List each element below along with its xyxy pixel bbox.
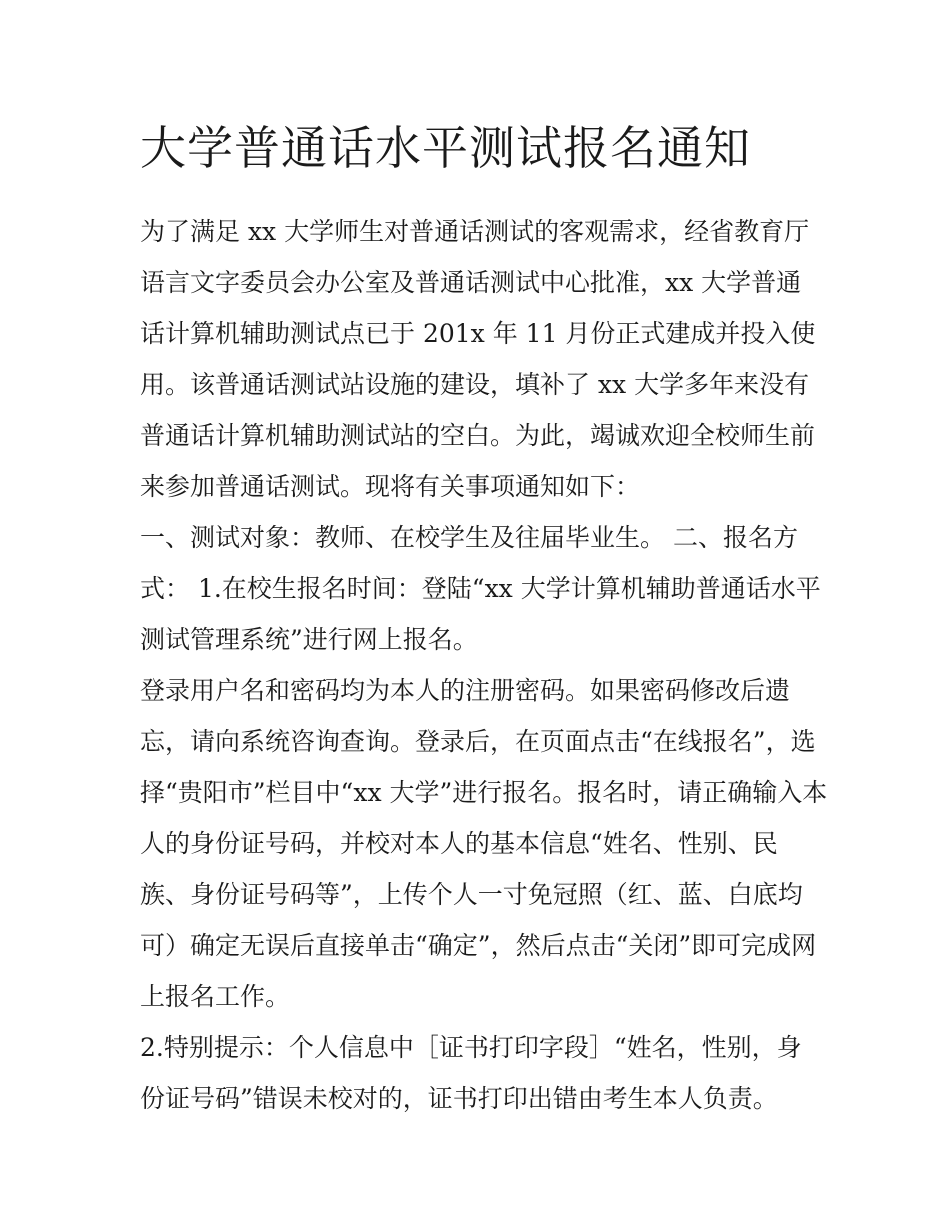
text-line: 为了满足 xx 大学师生对普通话测试的客观需求，经省教育厅 — [140, 217, 810, 246]
text-line: 登录用户名和密码均为本人的注册密码。如果密码修改后遗 — [140, 676, 791, 705]
text-line: 来参加普通话测试。现将有关事项通知如下： — [140, 472, 641, 501]
paragraph-special-notice — [140, 1022, 820, 1124]
text-line: 份证号码”错误未校对的，证书打印出错由考生本人负责。 — [140, 1084, 778, 1113]
paragraph-login-instructions — [140, 665, 828, 1022]
document-page — [140, 118, 828, 1124]
text-line: 一、测试对象：教师、在校学生及往届毕业生。 二、报名方 — [140, 523, 798, 552]
text-line: 式： 1.在校生报名时间：登陆“xx 大学计算机辅助普通话水平 — [140, 574, 821, 603]
text-line: 测试管理系统”进行网上报名。 — [140, 625, 478, 654]
text-line: 可）确定无误后直接单击“确定”，然后点击“关闭”即可完成网 — [140, 931, 817, 960]
document-title: 大学普通话水平测试报名通知 — [140, 121, 751, 175]
text-line: 择“贵阳市”栏目中“xx 大学”进行报名。报名时，请正确输入本 — [140, 778, 828, 807]
paragraph-test-target-and-registration — [140, 512, 820, 665]
text-line: 族、身份证号码等”，上传个人一寸免冠照（红、蓝、白底均 — [140, 880, 803, 909]
text-line: 人的身份证号码，并校对本人的基本信息“姓名、性别、民 — [140, 829, 778, 858]
text-line: 语言文字委员会办公室及普通话测试中心批准，xx 大学普通 — [140, 268, 802, 297]
text-line: 用。该普通话测试站设施的建设，填补了 xx 大学多年来没有 — [140, 370, 810, 399]
text-line: 话计算机辅助测试点已于 201x 年 11 月份正式建成并投入使 — [140, 319, 816, 348]
text-line: 上报名工作。 — [140, 982, 291, 1011]
paragraph-intro — [140, 206, 820, 512]
text-line: 普通话计算机辅助测试站的空白。为此，竭诚欢迎全校师生前 — [140, 421, 816, 450]
text-line: 2.特别提示：个人信息中［证书打印字段］“姓名，性别，身 — [140, 1033, 802, 1062]
text-line: 忘，请向系统咨询查询。登录后，在页面点击“在线报名”，选 — [140, 727, 816, 756]
